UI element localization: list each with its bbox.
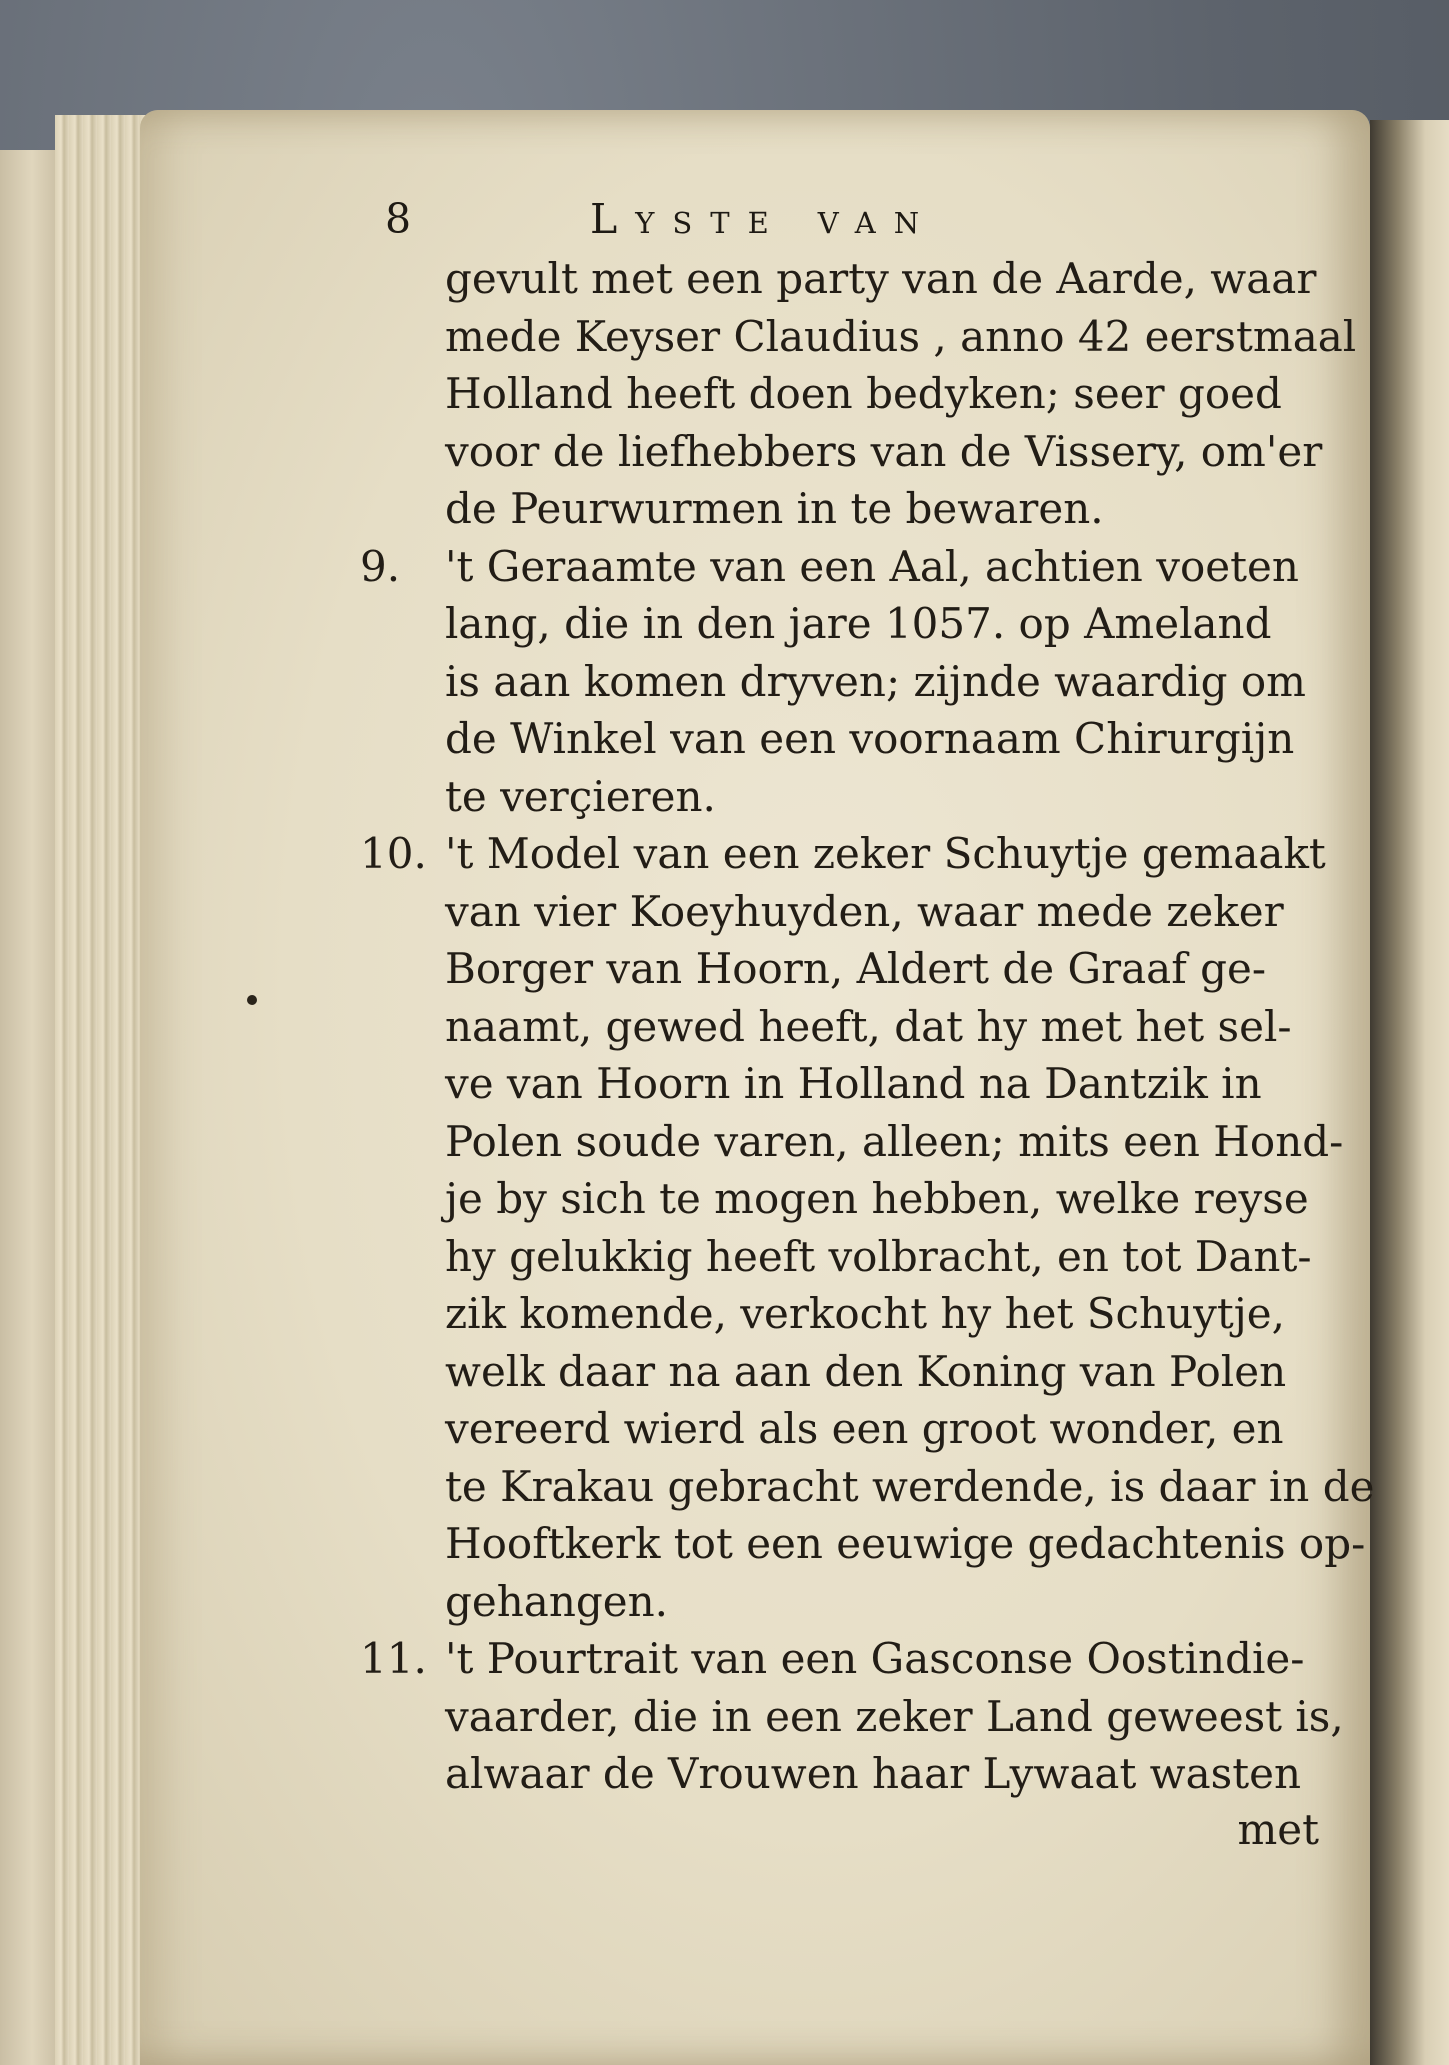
line-text: gehangen. (445, 1576, 669, 1626)
text-line (360, 480, 1310, 538)
page-number: 8 (385, 195, 412, 243)
text-block (360, 250, 1375, 1803)
line-text: gevult met een party van de Aarde, waar (445, 254, 1317, 303)
text-line (360, 1515, 1366, 1573)
entry-number: 11. (360, 1634, 427, 1683)
text-line (360, 883, 1310, 941)
line-text: lang, die in den jare 1057. op Ameland (445, 599, 1272, 648)
text-line (360, 1343, 1310, 1401)
line-text: zik komende, verkocht hy het Schuytje, (445, 1289, 1285, 1338)
catchword: met (1237, 1805, 1319, 1854)
text-line (360, 1113, 1344, 1171)
text-line (360, 1745, 1310, 1803)
book-gutter (1370, 120, 1449, 2065)
line-text: Borger van Hoorn, Aldert de Graaf ge- (445, 944, 1267, 993)
line-text: de Winkel van een voornaam Chirurgijn (445, 714, 1295, 763)
line-text: de Peurwurmen in te bewaren. (445, 484, 1104, 533)
text-line (360, 365, 1310, 423)
text-line (360, 1170, 1310, 1228)
line-text: je by sich te mogen hebben, welke reyse (445, 1174, 1309, 1223)
line-text: Holland heeft doen bedyken; seer goed (445, 369, 1282, 418)
text-line (360, 940, 1310, 998)
text-line (360, 998, 1310, 1056)
text-line (360, 250, 1317, 308)
line-text: van vier Koeyhuyden, waar mede zeker (445, 886, 1284, 936)
text-line (360, 1630, 1310, 1688)
text-line (360, 1400, 1310, 1458)
text-line (360, 595, 1310, 653)
text-line (360, 538, 1310, 596)
line-text: 't Geraamte van een Aal, achtien voeten (445, 541, 1299, 591)
line-text: ve van Hoorn in Holland na Dantzik in (445, 1059, 1262, 1108)
ink-spot (247, 995, 257, 1005)
text-line (360, 1458, 1375, 1516)
line-text: Hooftkerk tot een eeuwige gedachtenis op- (445, 1519, 1366, 1568)
line-text: welk daar na aan den Koning van Polen (445, 1346, 1287, 1396)
text-line (360, 768, 1310, 826)
line-text: vereerd wierd als een groot wonder, en (445, 1404, 1284, 1453)
line-text: hy gelukkig heeft volbracht, en tot Dant- (445, 1231, 1312, 1281)
entry-number: 9. (360, 541, 401, 591)
text-line (360, 1688, 1344, 1746)
text-line (360, 710, 1310, 768)
text-line (360, 1285, 1310, 1343)
line-text: 't Pourtrait van een Gasconse Oostindie- (445, 1634, 1305, 1683)
text-line (360, 1055, 1310, 1113)
line-text: mede Keyser Claudius , anno 42 eerstmaal (445, 311, 1357, 361)
page-header (0, 195, 1449, 255)
text-line (360, 1228, 1310, 1286)
entry-number: 10. (360, 829, 427, 878)
line-text: alwaar de Vrouwen haar Lywaat wasten (445, 1749, 1301, 1798)
running-head: Lyste van (590, 195, 938, 243)
line-text: naamt, gewed heeft, dat hy met het sel- (445, 1001, 1292, 1051)
text-line (360, 423, 1323, 481)
line-text: voor de liefhebbers van de Vissery, om'er (445, 426, 1323, 476)
line-text: te verçieren. (445, 771, 716, 821)
line-text: te Krakau gebracht werdende, is daar in de (445, 1461, 1375, 1511)
text-line (360, 308, 1357, 366)
line-text: is aan komen dryven; zijnde waardig om (445, 656, 1306, 706)
line-text: Polen soude varen, alleen; mits een Hond- (445, 1116, 1344, 1166)
text-line (360, 825, 1326, 883)
text-line (360, 653, 1310, 711)
page-stack-edges (55, 115, 150, 2065)
line-text: 't Model van een zeker Schuytje gemaakt (445, 829, 1326, 878)
text-line (360, 1573, 1310, 1631)
line-text: vaarder, die in een zeker Land geweest is, (445, 1691, 1344, 1741)
